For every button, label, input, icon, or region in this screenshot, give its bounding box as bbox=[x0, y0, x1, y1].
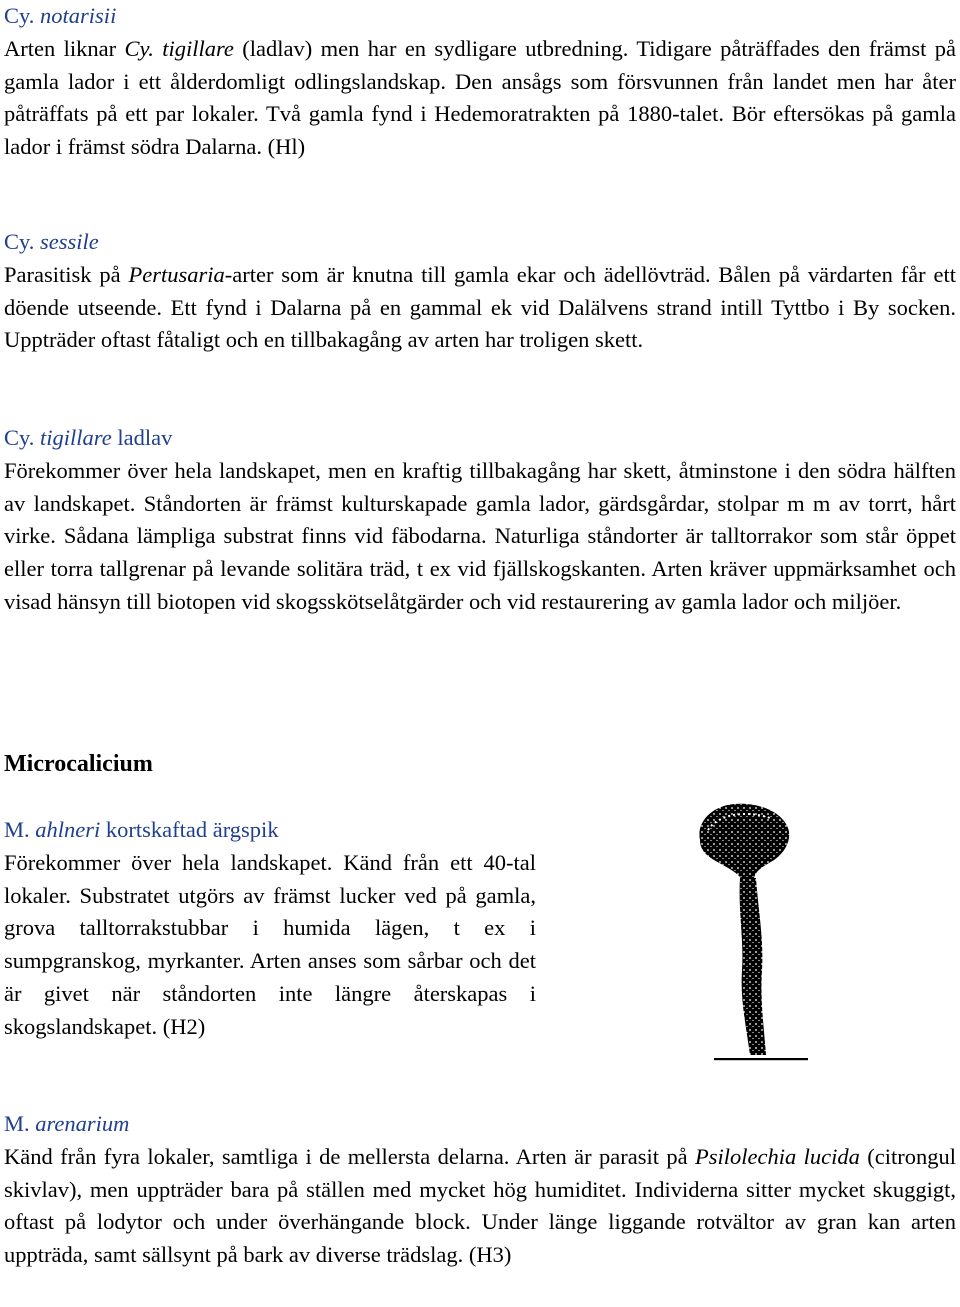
lichen-stalk-illustration-icon bbox=[694, 800, 809, 1066]
italic-run: Cy. tigillare bbox=[124, 35, 234, 61]
genus-heading: Microcalicium bbox=[4, 751, 153, 777]
species-arenarium bbox=[4, 1108, 956, 1272]
text-run: Känd från fyra lokaler, samtliga i de mellersta delarna. Arten är parasit på bbox=[4, 1143, 696, 1169]
species-heading-notarisii bbox=[4, 0, 956, 33]
text-run: -arter som är knutna till gamla ekar och ädellövträd. Bålen på värdarten får ett döende utseende. Ett fynd i Dalarna på en gammal ek vid Dalälvens strand intill Tyttbo i By socken. Uppträder oftast fåtaligt och en tillbakagång av arten har troligen skett. bbox=[4, 261, 956, 353]
species-heading-sessile bbox=[4, 226, 956, 259]
text-run: Parasitisk på bbox=[4, 261, 129, 287]
italic-run: Pertusaria bbox=[128, 261, 225, 287]
species-epithet: arenarium bbox=[35, 1111, 130, 1136]
text-run: (citrongul skivlav), men uppträder bara på ställen med mycket hög humiditet. Individerna sitter mycket skuggigt, oftast på lodytor och under överhängande block. Under länge liggande rotvältor av gran kan arten uppträda, samt sällsynt på bark av diverse trädslag. (H3) bbox=[4, 1143, 956, 1268]
species-ahlneri bbox=[4, 814, 536, 1044]
text-run: Förekommer över hela landskapet. Känd från ett 40-tal lokaler. Substratet utgörs av främst lucker ved på gamla, grova talltorrakstubbar i humida lägen, t ex i sumpgranskog, myrkanter. Arten anses som sårbar och det är givet när ståndorten inte längre återskapas i skogslandskapet. (H2) bbox=[4, 849, 536, 1039]
text-run: Arten liknar bbox=[4, 35, 125, 61]
species-tigillare bbox=[4, 422, 956, 619]
species-epithet: sessile bbox=[40, 229, 99, 254]
italic-run: Psilolechia lucida bbox=[695, 1143, 860, 1169]
text-run: (ladlav) men har en sydligare utbredning. Tidigare påträffades den främst på gamla lador i ett ålderdomligt odlingslandskap. Den ansågs som försvunnen från landet men har åter påträffats på ett par lokaler. Två gamla fynd i Hedemoratrakten på 1880-talet. Bör eftersökas på gamla lador i främst södra Dalarna. (Hl) bbox=[4, 35, 956, 160]
species-heading-ahlneri bbox=[4, 814, 536, 847]
species-heading-arenarium bbox=[4, 1108, 956, 1141]
species-text-sessile bbox=[4, 259, 956, 357]
common-name: ladlav bbox=[111, 425, 173, 450]
species-epithet: notarisii bbox=[40, 3, 117, 28]
genus-abbr: M. bbox=[4, 1111, 30, 1136]
genus-abbr: M. bbox=[4, 817, 30, 842]
genus-abbr: Cy. bbox=[4, 3, 35, 28]
species-sessile bbox=[4, 226, 956, 357]
species-text-tigillare bbox=[4, 455, 956, 619]
species-text-arenarium bbox=[4, 1141, 956, 1272]
text-run: Förekommer över hela landskapet, men en kraftig tillbakagång har skett, åtminstone i den södra hälften av landskapet. Ståndorten är främst kulturskapade gamla lador, gärdsgårdar, stolpar m m av torrt, hårt virke. Sådana lämpliga substrat finns vid fäbodarna. Naturliga ståndorter är talltorrakor som står öppet eller torra tallgrenar på levande solitära träd, t ex vid fjällskogskanten. Arten kräver uppmärksamhet och visad hänsyn till biotopen vid skogsskötselåtgärder och vid restaurering av gamla lador och miljöer. bbox=[4, 457, 956, 614]
species-text-notarisii bbox=[4, 33, 956, 164]
common-name: kortskaftad ärgspik bbox=[100, 817, 279, 842]
genus-abbr: Cy. bbox=[4, 229, 35, 254]
species-heading-tigillare bbox=[4, 422, 956, 455]
genus-abbr: Cy. bbox=[4, 425, 35, 450]
species-text-ahlneri bbox=[4, 847, 536, 1044]
species-epithet: ahlneri bbox=[35, 817, 101, 842]
species-notarisii bbox=[4, 0, 956, 164]
species-epithet: tigillare bbox=[40, 425, 112, 450]
